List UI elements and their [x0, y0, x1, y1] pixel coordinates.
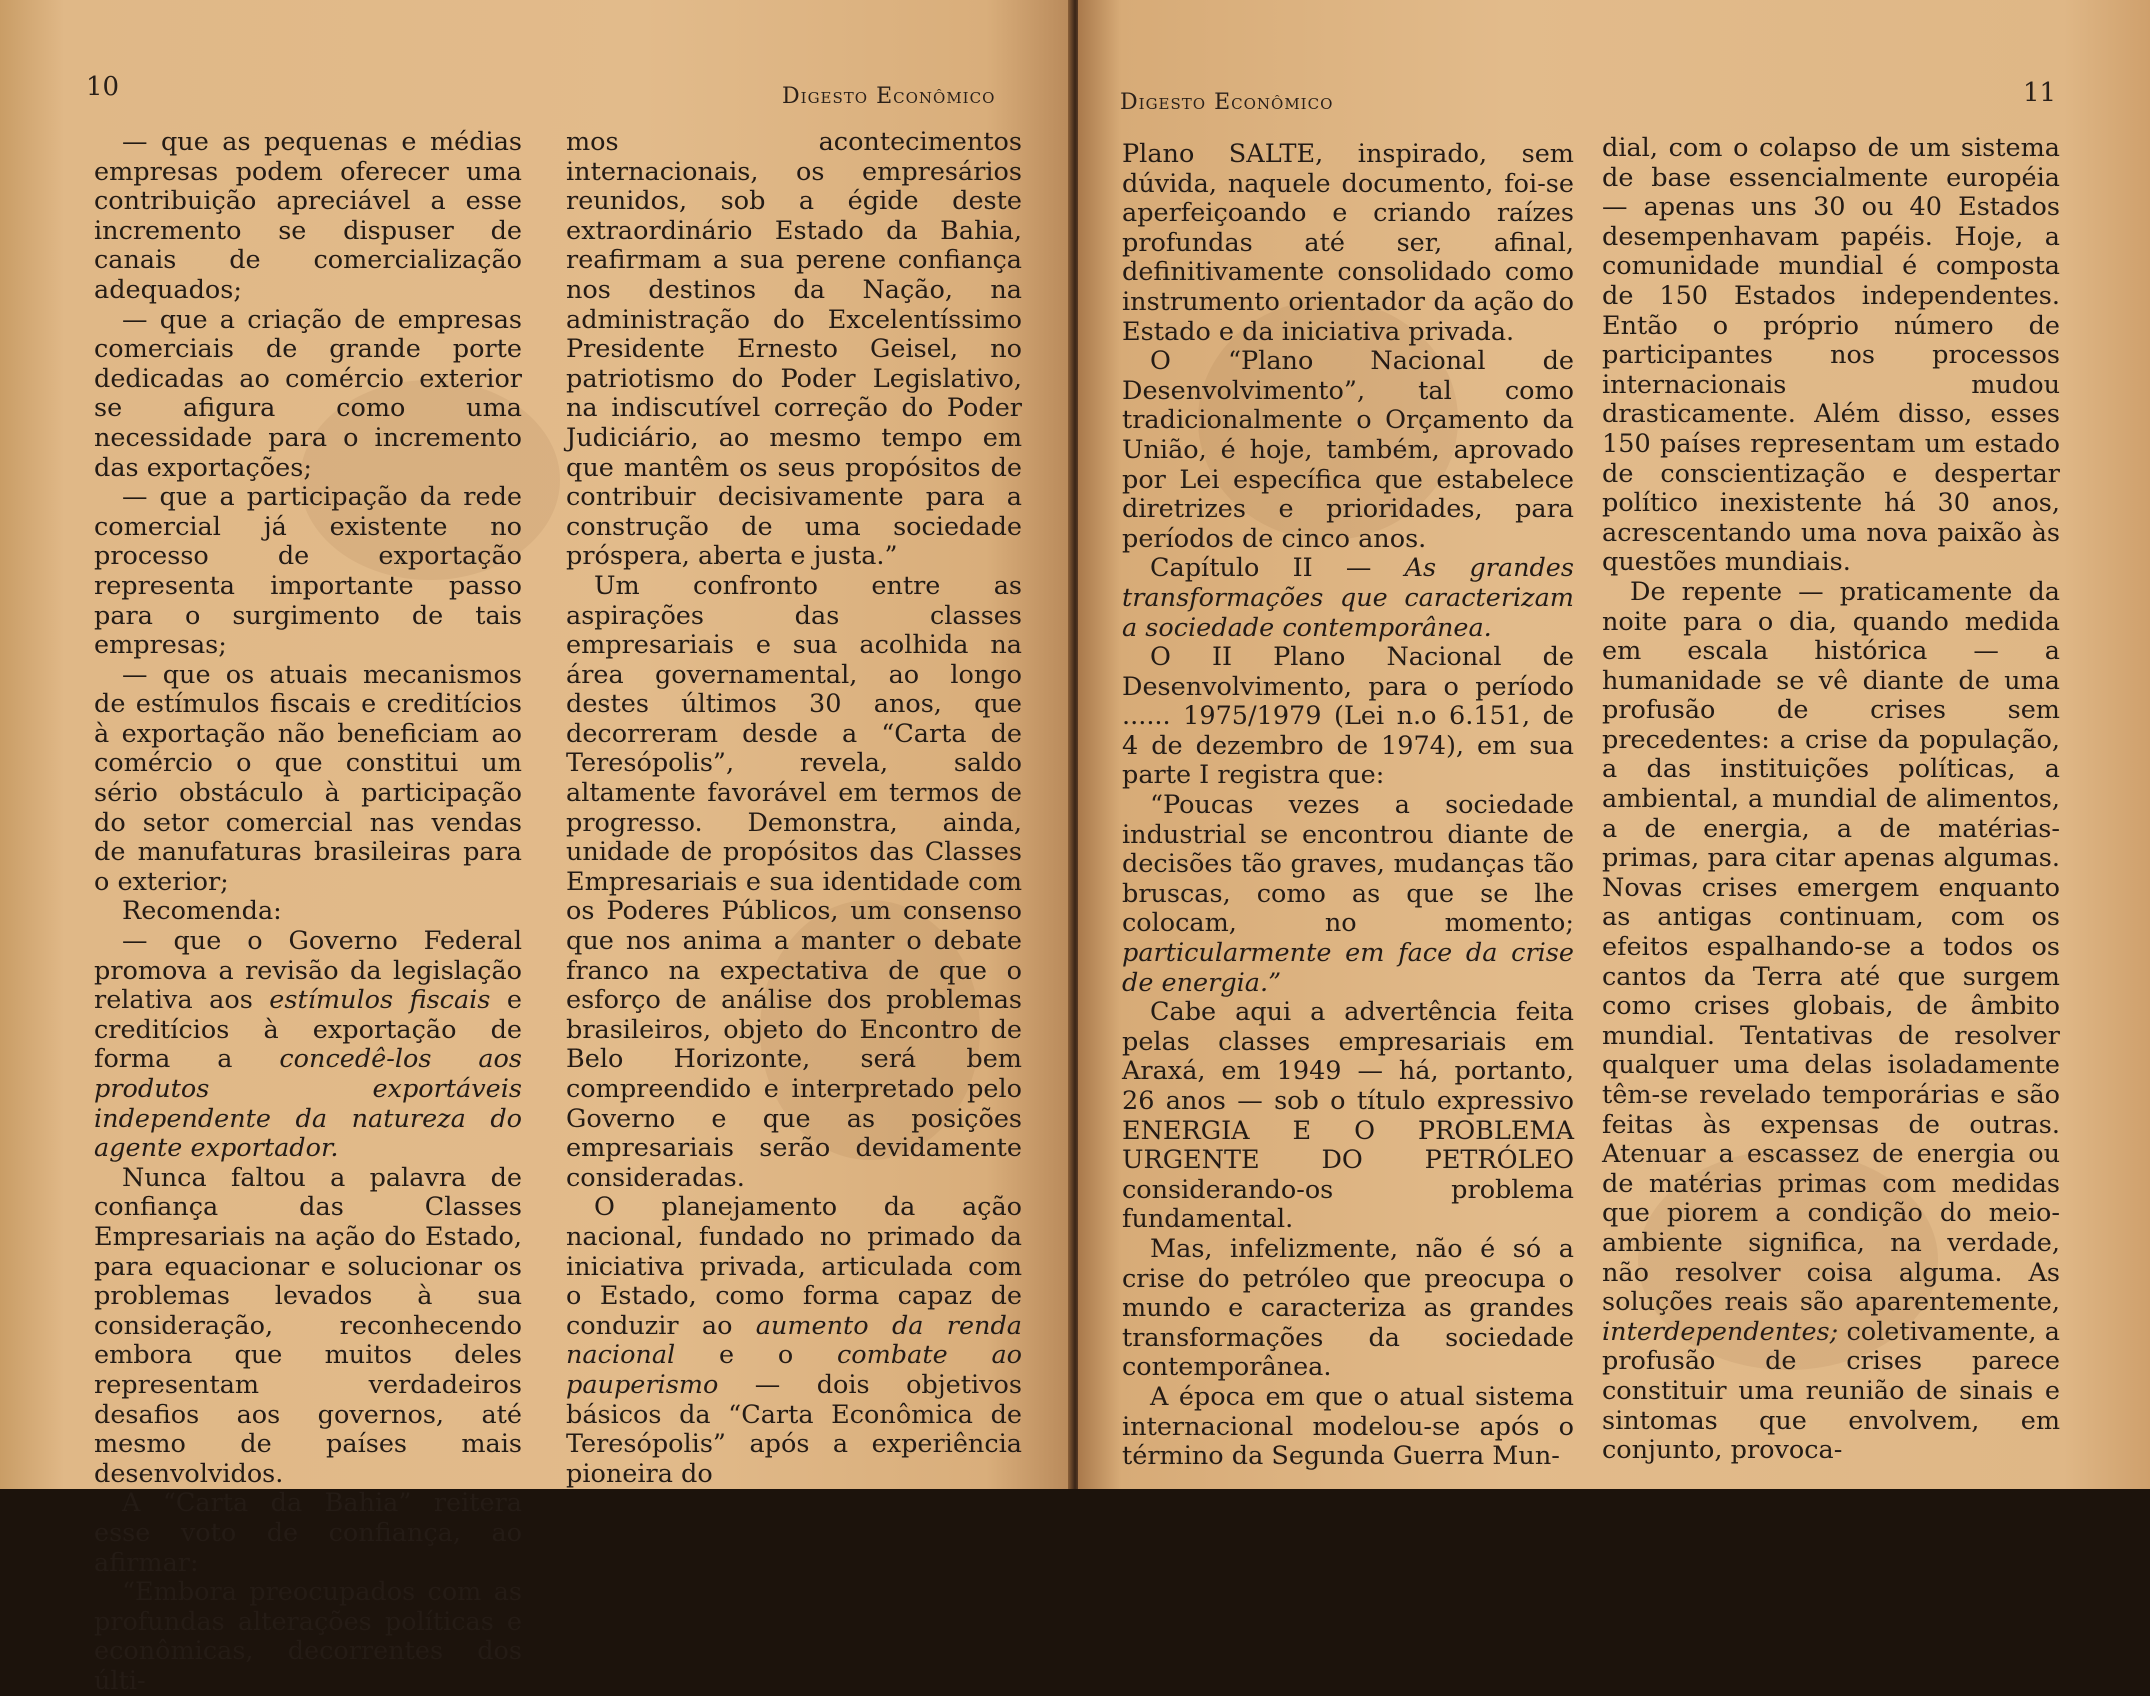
italic-text: combate ao pauperismo: [566, 1340, 1022, 1400]
paragraph: — que os atuais mecanismos de estímulos fiscais e creditícios à exportação não beneficiam ao comércio o que constitui um sério obstáculo à participação do setor comercial nas vendas de manufaturas brasileiras para o exterior;: [94, 659, 522, 897]
left-page: [0, 0, 1072, 1696]
running-head: Digesto Econômico: [1120, 90, 1334, 115]
right-page: [1078, 0, 2150, 1489]
paragraph: Plano SALTE, inspirado, sem dúvida, naquele documento, foi-se aperfeiçoando e criando raízes profundas até ser, afinal, definitivamente consolidado como instrumento orientador da ação do Estado e da iniciativa privada.: [1122, 139, 1574, 347]
paragraph: A “Carta da Bahia” reitera esse voto de confiança, ao afirmar:: [94, 1488, 522, 1578]
quote-paragraph: “Poucas vezes a sociedade industrial se encontrou diante de decisões tão graves, mudanças tão bruscas, como as que se lhe colocam, no momento; particularmente em face da crise de energia.”: [1122, 790, 1574, 998]
paragraph: Nunca faltou a palavra de confiança das Classes Empresariais na ação do Estado, para equacionar e solucionar os problemas levados à sua consideração, reconhecendo embora que muitos deles representam verdadeiros desafios aos governos, até mesmo de países mais desenvolvidos.: [94, 1162, 522, 1489]
paragraph: dial, com o colapso de um sistema de base essencialmente européia — apenas uns 30 ou 40 Estados desempenhavam papéis. Hoje, a comunidade mundial é composta de 150 Estados independentes. Então o próprio número de participantes nos processos internacionais mudou drasticamente. Além disso, esses 150 países representam um estado de conscientização e despertar político inexistente há 30 anos, acrescentando uma nova paixão às questões mundiais.: [1602, 133, 2060, 578]
paragraph: Mas, infelizmente, não é só a crise do petróleo que preocupa o mundo e caracteriza as grandes transformações da sociedade contemporânea.: [1122, 1233, 1574, 1383]
left-page-column-2: [566, 128, 1022, 1489]
italic-text: particularmente em face da crise de energia.”: [1122, 938, 1574, 998]
quote-paragraph: “Embora preocupados com as profundas alterações políticas e econômicas, decorrentes dos últi-: [94, 1577, 522, 1696]
left-page-column-1: [94, 128, 522, 1696]
paragraph: — que as pequenas e médias empresas podem oferecer uma contribuição apreciável a esse incremento se dispuser de canais de comercialização adequados;: [94, 127, 522, 305]
paragraph: O planejamento da ação nacional, fundado no primado da iniciativa privada, articulada com o Estado, como forma capaz de conduzir ao aumento da renda nacional e o combate ao pauperismo — dois objetivos básicos da “Carta Econômica de Teresópolis” após a experiência pioneira do: [566, 1192, 1022, 1489]
italic-text: As grandes transformações que caracterizam a sociedade contemporânea.: [1122, 553, 1574, 643]
paragraph: Cabe aqui a advertência feita pelas classes empresariais em Araxá, em 1949 — há, portanto, 26 anos — sob o título expressivo ENERGIA E O PROBLEMA URGENTE DO PETRÓLEO considerando-os problema fundamental.: [1122, 997, 1574, 1235]
italic-text: estímulos fiscais: [269, 985, 491, 1016]
paragraph: mos acontecimentos internacionais, os empresários reunidos, sob a égide deste extraordinário Estado da Bahia, reafirmam a sua perene confiança nos destinos da Nação, na administração do Excelentíssimo Presidente Ernesto Geisel, no patriotismo do Poder Legislativo, na indiscutível correção do Poder Judiciário, ao mesmo tempo em que mantêm os seus propósitos de contribuir decisivamente para a construção de uma sociedade próspera, aberta e justa.”: [566, 127, 1022, 572]
page-number: 10: [86, 72, 120, 102]
right-page-column-1: [1122, 140, 1574, 1472]
paragraph: Recomenda:: [122, 896, 282, 927]
italic-text: concedê-los aos produtos exportáveis independente da natureza do agente exportador.: [94, 1044, 522, 1164]
paragraph: Um confronto entre as aspirações das classes empresariais e sua acolhida na área governamental, ao longo destes últimos 30 anos, que decorreram desde a “Carta de Teresópolis”, revela, saldo altamente favorável em termos de progresso. Demonstra, ainda, unidade de propósitos das Classes Empresariais e sua identidade com os Poderes Públicos, um consenso que nos anima a manter o debate franco na expectativa de que o esforço de análise dos problemas brasileiros, objeto do Encontro de Belo Horizonte, será bem compreendido e interpretado pelo Governo e que as posições empresariais serão devidamente consideradas.: [566, 570, 1022, 1193]
running-head: Digesto Econômico: [782, 84, 996, 109]
italic-text: aumento da renda nacional: [566, 1310, 1022, 1371]
paragraph: — que a criação de empresas comerciais de grande porte dedicadas ao comércio exterior se afigura como uma necessidade para o incremento das exportações;: [94, 304, 522, 483]
paragraph: A época em que o atual sistema internacional modelou-se após o término da Segunda Guerra Mun-: [1122, 1381, 1574, 1472]
paragraph: — que a participação da rede comercial já existente no processo de exportação representa importante passo para o surgimento de tais empresas;: [94, 482, 522, 661]
italic-text: interdependentes;: [1602, 1316, 1839, 1347]
paragraph: — que o Governo Federal promova a revisão da legislação relativa aos estímulos fiscais e creditícios à exportação de forma a concedê-los aos produtos exportáveis independente da natureza do agente exportador.: [94, 926, 522, 1164]
page-number: 11: [2023, 78, 2057, 108]
paragraph: O II Plano Nacional de Desenvolvimento, para o período ...... 1975/1979 (Lei n.o 6.151, de 4 de dezembro de 1974), em sua parte I registra que:: [1122, 642, 1574, 791]
chapter-heading: Capítulo II — As grandes transformações que caracterizam a sociedade contemporânea.: [1122, 553, 1574, 643]
right-page-column-2: [1602, 134, 2060, 1466]
paragraph: O “Plano Nacional de Desenvolvimento”, tal como tradicionalmente o Orçamento da União, é hoje, também, aprovado por Lei específica que estabelece diretrizes e prioridades, para períodos de cinco anos.: [1122, 346, 1574, 554]
paragraph: De repente — praticamente da noite para o dia, quando medida em escala histórica — a humanidade se vê diante de uma profusão de crises sem precedentes: a crise da população, a das instituições políticas, a ambiental, a mundial de alimentos, a de energia, a de matérias-primas, para citar apenas algumas. Novas crises emergem enquanto as antigas continuam, com os efeitos espalhando-se a todos os cantos da Terra até que surgem como crises globais, de âmbito mundial. Tentativas de resolver qualquer uma delas isoladamente têm-se revelado temporárias e são feitas às expensas de outras. Atenuar a escassez de energia ou de matérias primas com medidas que piorem a condição do meio-ambiente significa, na verdade, não resolver coisa alguma. As soluções reais são aparentemente, interdependentes; coletivamente, a profusão de crises parece constituir uma reunião de sinais e sintomas que envolvem, em conjunto, provoca-: [1602, 576, 2060, 1466]
